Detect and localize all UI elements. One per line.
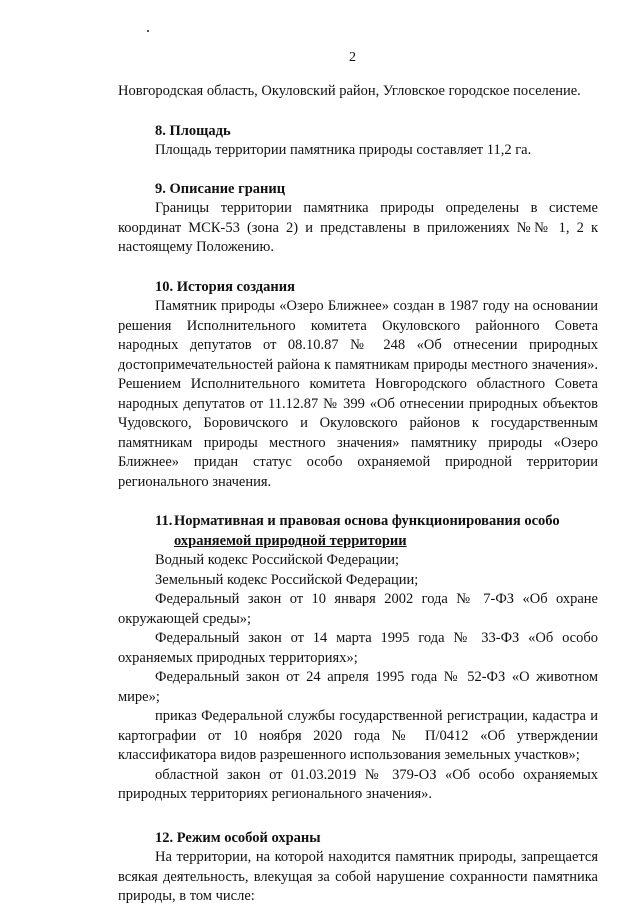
section-legal-basis bbox=[118, 512, 598, 805]
document-body bbox=[118, 82, 598, 907]
scan-speck bbox=[147, 30, 149, 32]
section-boundaries bbox=[118, 180, 598, 258]
section-heading-line1: Нормативная и правовая основа функционирования особо bbox=[174, 513, 560, 529]
legal-item: Федеральный закон от 24 апреля 1995 года № 52-ФЗ «О животном мире»; bbox=[118, 669, 598, 705]
section-history bbox=[118, 278, 598, 493]
section-text: Памятник природы «Озеро Ближнее» создан в 1987 году на основании решения Исполнительного комитета Окуловского районного Совета народных депутатов от 08.10.87 № 248 «Об отнесении природных достопримечательностей района к памятникам природы местного значения». Решением Исполнительного комитета Новгородского областного Совета народных депутатов от 11.12.87 № 399 «Об отнесении природных объектов Чудовского, Боровичского и Окуловского районов к государственным памятникам природы местного значения» памятнику природы «Озеро Ближнее» придан статус особо охраняемой природной территории регионального значения. bbox=[118, 298, 598, 490]
section-text: Границы территории памятника природы определены в системе координат МСК-53 (зона 2) и представлены в приложениях №№ 1, 2 к настоящему Положению. bbox=[118, 200, 598, 255]
section-heading: 9. Описание границ bbox=[155, 180, 286, 197]
section-heading-line2: охраняемой природной территории bbox=[174, 532, 407, 549]
section-text: Площадь территории памятника природы составляет 11,2 га. bbox=[155, 142, 532, 158]
legal-item: Водный кодекс Российской Федерации; bbox=[155, 552, 400, 568]
legal-item: Земельный кодекс Российской Федерации; bbox=[155, 571, 419, 588]
section-heading: 8. Площадь bbox=[155, 122, 231, 139]
legal-item: Федеральный закон от 10 января 2002 года № 7-ФЗ «Об охране окружающей среды»; bbox=[118, 591, 598, 627]
legal-item: приказ Федеральной службы государственной регистрации, кадастра и картографии от 10 ноября 2020 года № П/0412 «Об утверждении классификатора видов разрешенного использования земельных участков»; bbox=[118, 708, 598, 763]
section-heading: 12. Режим особой охраны bbox=[155, 829, 321, 846]
intro-paragraph: Новгородская область, Окуловский район, Угловское городское поселение. bbox=[118, 83, 581, 99]
section-protection-regime bbox=[118, 829, 598, 907]
page-number: 2 bbox=[349, 50, 356, 65]
section-heading: 10. История создания bbox=[155, 278, 295, 295]
legal-item: областной закон от 01.03.2019 № 379-ОЗ «Об особо охраняемых природных территориях регионального значения». bbox=[118, 766, 598, 802]
section-heading bbox=[118, 512, 598, 551]
section-area bbox=[118, 122, 598, 161]
section-heading-number: 11. bbox=[155, 513, 173, 529]
legal-item: Федеральный закон от 14 марта 1995 года № 33-ФЗ «Об особо охраняемых природных территориях»; bbox=[118, 630, 598, 666]
section-text: На территории, на которой находится памятник природы, запрещается всякая деятельность, влекущая за собой нарушение сохранности памятника природы, в том числе: bbox=[118, 849, 598, 904]
